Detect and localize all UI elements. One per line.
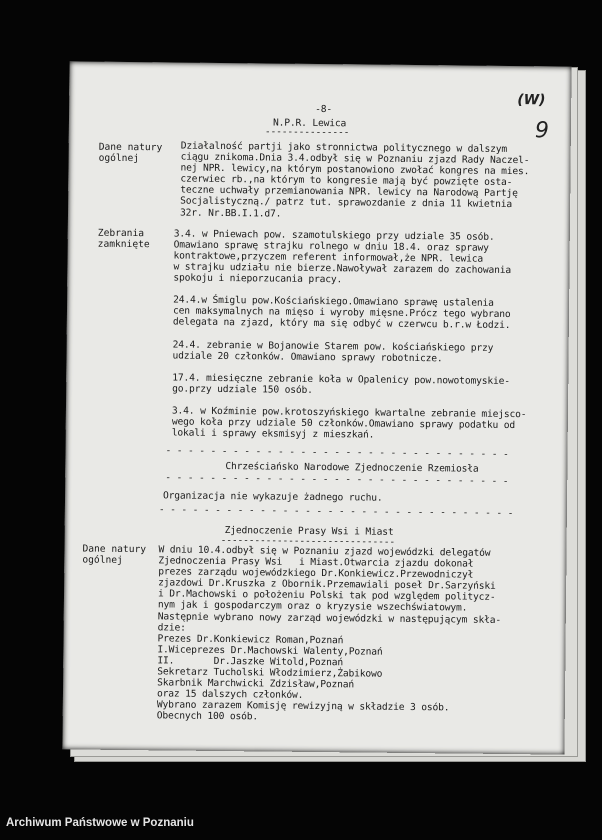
dane-label-npr: Dane natury ogólnej xyxy=(98,141,163,165)
section-title-npr: N.P.R. Lewica xyxy=(272,117,347,130)
section-rule: - - - - - - - - - - - - - - - - - - - - - - - - - - - - - - - xyxy=(165,472,509,488)
document-page xyxy=(62,61,571,754)
zpwm-text: W dniu 10.4.odbył się w Poznaniu zjazd wojewódzki delegatów Zjednoczenia Prasy Wsi i Miast.Otwarcia zjazdu dokonał prezes zarządu wojewódzkiego Dr.Konkiewicz.Przewodniczył zjazdowi Dr.Kruszka z Obornik.Przemawiali poseł Dr.Sarzyński i Dr.Machowski o położeniu Polski tak pod względem politycz- nym jak i gospodarczym oraz o kryzysie wszechświatowym. Następnie wybrano nowy zarząd wojewódzki w następującym skła- dzie: Prezes Dr.Konkiewicz Roman,Poznań I.Wiceprezes Dr.Machowski Walenty,Poznań II. Dr.Jaszke Witold,Poznań Sekretarz Tucholski Włodzimierz,Żabikowo Skarbnik Marchwicki Zdzisław,Poznań oraz 15 dalszych członków. Wybrano zarazem Komisję rewizyjną w składzie 3 osób. Obecnych 100 osób. xyxy=(156,544,502,723)
zebranie-entry: 3.4. w Pniewach pow. szamotulskiego przy udziale 35 osób. Omawiano sprawę strajku rolnego w dniu 18.4. oraz sprawy kontraktowe,przyczem referent informował,że NPR. lewica w strajku udziału nie bierze.Nawoływał zarazem do zachowania spokoju i nieporzucania pracy. xyxy=(173,228,512,286)
section-rule: - - - - - - - - - - - - - - - - - - - - - - - - - - - - - - - - xyxy=(158,504,514,520)
zebranie-entry: 24.4.w Śmiglu pow.Kościańskiego.Omawiano sprawę ustalenia cen maksymalnych na mięso i wyroby mięsne.Prócz tego wybrano delegata na zjazd, który ma się odbyć w czerwcu b.r.w Łodzi. xyxy=(172,294,511,332)
section-title-chnzr: Chrześciańsko Narodowe Zjednoczenie Rzemiosła xyxy=(225,461,479,475)
folio-number: 9 xyxy=(534,118,550,144)
dane-text-npr: Działalność partji jako stronnictwa politycznego w dalszym ciągu znikoma.Dnia 3.4.odbył się w Poznaniu zjazd Rady Naczel- nej NPR. lewicy,na którym postanowiono zwołać kongres na mies. czerwiec rb.,na którym to kongresie mają być powzięte osta- teczne uchwały przemianowania NPR. lewicy na Narodową Partję Socjalistyczną./ patrz tut. sprawozdanie z dnia 11 kwietnia 32r. Nr.BB.I.1.d7. xyxy=(179,140,530,220)
section-title-zpwm: Zjednoczenie Prasy Wsi i Miast xyxy=(224,525,394,538)
title-underline: --------------- xyxy=(264,126,350,139)
corner-mark: (W) xyxy=(517,92,546,109)
zebrania-label: Zebrania zamknięte xyxy=(97,227,150,251)
zebranie-entry: 17.4. miesięczne zebranie koła w Opalenicy pow.nowotomyskie- go.przy udziale 150 osób. xyxy=(172,372,510,397)
page-number: -8- xyxy=(315,103,333,116)
dane-label-zpwm: Dane natury ogólnej xyxy=(82,543,147,566)
chnzr-text: Organizacja nie wykazuje żadnego ruchu. xyxy=(163,490,383,504)
zebranie-entry: 3.4. w Koźminie pow.krotoszyńskiego kwartalne zebranie miejsco- wego koła przy udziale 50 członków.Omawiano sprawy podatku od lokali i sprawy eksmisyj z mieszkań. xyxy=(171,405,527,441)
zebranie-entry: 24.4. zebranie w Bojanowie Starem pow. kościańskiego przy udziale 20 członków. Omawiano sprawy robotnicze. xyxy=(172,339,494,365)
title-underline: ------------------------------- xyxy=(220,534,396,548)
archive-footer: Archiwum Państwowe w Poznaniu xyxy=(6,817,194,829)
section-rule: - - - - - - - - - - - - - - - - - - - - - - - - - - - - - - - xyxy=(165,445,509,461)
